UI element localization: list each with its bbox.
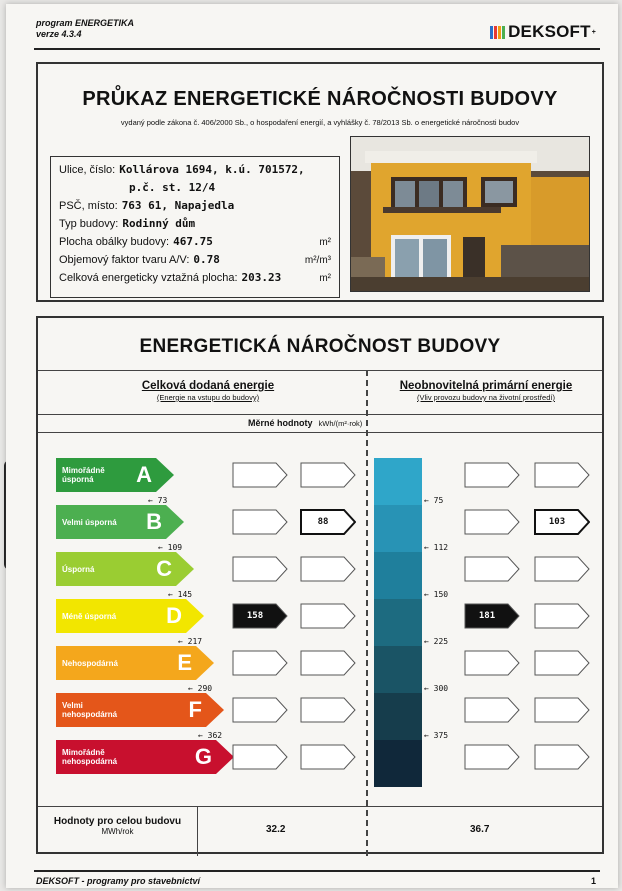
delivered-ref-box-f <box>300 697 356 723</box>
delivered-ref-box-g <box>300 744 356 770</box>
primary-ref-box-c <box>534 556 590 582</box>
energy-class-a <box>56 458 176 492</box>
psc-value: 763 61, Napajedla <box>121 199 235 212</box>
floor-value: 203.23 <box>241 271 282 284</box>
specific-unit: kWh/(m²·rok) <box>318 419 363 428</box>
class-letter: B <box>146 509 162 534</box>
delivered-ref-box-c <box>300 556 356 582</box>
energy-class-d <box>56 599 206 633</box>
primary-box-d <box>464 603 520 629</box>
street-row-2 <box>59 181 331 199</box>
class-label: Velmi nehospodárná <box>62 701 118 719</box>
right-header-title: Neobnovitelná primární energie <box>399 380 573 392</box>
certificate-subtitle: vydaný podle zákona č. 406/2000 Sb., o hospodaření energií, a vyhlášky č. 78/2013 Sb. o energetické náročnosti budov <box>120 118 520 127</box>
primary-box-g <box>464 744 520 770</box>
class-letter: A <box>136 462 152 487</box>
primary-box-f <box>464 697 520 723</box>
primary-ref-box-a <box>534 462 590 488</box>
whole-building-title: Hodnoty pro celou budovu <box>53 816 182 827</box>
specific-values-label <box>248 418 362 428</box>
page-number: 1 <box>590 876 596 886</box>
class-label: Úsporná <box>62 564 95 574</box>
factor-unit: m²/m³ <box>304 255 331 266</box>
building-info <box>50 156 340 298</box>
delivered-ref-box-b-value: 88 <box>317 517 329 527</box>
energy-class-b <box>56 505 186 539</box>
class-letter: F <box>188 697 202 722</box>
left-header-title: Celková dodaná energie <box>141 380 275 392</box>
primary-ref-box-e <box>534 650 590 676</box>
energy-class-e <box>56 646 216 680</box>
area-value: 467.75 <box>173 235 213 248</box>
primary-ref-box-b <box>534 509 590 535</box>
whole-building-unit: MWh/rok <box>101 827 134 836</box>
right-header <box>370 380 602 402</box>
factor-label: Objemový faktor tvaru A/V: <box>59 254 190 266</box>
primary-ref-box-d <box>534 603 590 629</box>
street-row <box>59 163 331 181</box>
delivered-box-c <box>232 556 288 582</box>
program-name: program ENERGETIKA <box>36 18 135 28</box>
energy-class-f <box>56 693 226 727</box>
certificate-title: PRŮKAZ ENERGETICKÉ NÁROČNOSTI BUDOVY <box>82 88 558 110</box>
parcel-value: p.č. st. 12/4 <box>129 181 216 194</box>
type-value: Rodinný dům <box>122 217 196 230</box>
program-info <box>36 18 134 40</box>
primary-threshold: ← 150 <box>424 590 449 599</box>
rating-title-rule <box>38 370 602 371</box>
class-letter: C <box>156 556 172 581</box>
footer-text: DEKSOFT - programy pro stavebnictví <box>36 876 201 886</box>
primary-box-e <box>464 650 520 676</box>
gradient-segment <box>374 458 422 505</box>
delivered-threshold: ← 73 <box>148 496 168 505</box>
gradient-segment <box>374 646 422 693</box>
type-label: Typ budovy: <box>59 218 119 230</box>
class-label: Mimořádně úsporná <box>62 466 105 484</box>
right-header-sub: (Vliv provozu budovy na životní prostředí) <box>417 393 555 402</box>
delivered-ref-box-b <box>300 509 356 535</box>
factor-row <box>59 253 331 271</box>
street-label: Ulice, číslo: <box>59 164 116 176</box>
primary-box-c <box>464 556 520 582</box>
logo-text: DEKSOFT <box>508 22 591 41</box>
floor-label: Celková energeticky vztažná plocha: <box>59 272 238 284</box>
delivered-box-b <box>232 509 288 535</box>
logo-bars-icon <box>490 26 505 39</box>
primary-threshold: ← 300 <box>424 684 449 693</box>
class-letter: G <box>194 744 212 769</box>
gradient-segment <box>374 505 422 552</box>
delivered-threshold: ← 217 <box>178 637 203 646</box>
gradient-segment <box>374 693 422 740</box>
energy-class-g <box>56 740 236 774</box>
street-value: Kollárova 1694, k.ú. 701572, <box>119 163 305 176</box>
area-label: Plocha obálky budovy: <box>59 236 170 248</box>
specific-label: Měrné hodnoty <box>248 418 313 428</box>
delivered-ref-box-e <box>300 650 356 676</box>
area-unit: m² <box>319 237 331 248</box>
primary-threshold: ← 225 <box>424 637 449 646</box>
floor-unit: m² <box>319 273 331 284</box>
class-letter: D <box>166 603 182 628</box>
delivered-threshold: ← 362 <box>198 731 223 740</box>
gradient-segment <box>374 599 422 646</box>
primary-ref-box-f <box>534 697 590 723</box>
delivered-box-a <box>232 462 288 488</box>
delivered-threshold: ← 109 <box>158 543 183 552</box>
left-header <box>98 380 318 402</box>
area-row <box>59 235 331 253</box>
page <box>6 4 618 888</box>
primary-threshold: ← 375 <box>424 731 449 740</box>
energy-class-c <box>56 552 196 586</box>
floor-row <box>59 271 331 289</box>
primary-ref-box-g <box>534 744 590 770</box>
primary-box-a <box>464 462 520 488</box>
primary-ref-box-b-value: 103 <box>548 517 566 527</box>
psc-row <box>59 199 331 217</box>
primary-threshold: ← 75 <box>424 496 444 505</box>
delivered-threshold: ← 145 <box>168 590 193 599</box>
footer-rule-page <box>34 870 600 872</box>
class-label: Mimořádně nehospodárná <box>62 748 118 766</box>
factor-value: 0.78 <box>193 253 220 266</box>
class-label: Méně úsporná <box>62 611 117 621</box>
whole-building-label <box>38 806 198 856</box>
gradient-segment <box>374 552 422 599</box>
primary-threshold: ← 112 <box>424 543 449 552</box>
delivered-threshold: ← 290 <box>188 684 213 693</box>
header-rule-2 <box>38 414 602 415</box>
delivered-box-f <box>232 697 288 723</box>
left-header-sub: (Energie na vstupu do budovy) <box>156 393 260 402</box>
deksoft-logo: DEKSOFT + <box>490 22 596 42</box>
energy-rating-box <box>36 316 604 854</box>
column-divider <box>366 370 368 856</box>
delivered-ref-box-a <box>300 462 356 488</box>
certificate-header-box <box>36 62 604 302</box>
header-rule-3 <box>38 432 602 433</box>
whole-building-delivered: 32.2 <box>266 824 286 835</box>
class-label: Nehospodárná <box>62 658 119 668</box>
house-image <box>351 137 590 292</box>
building-photo <box>350 136 590 292</box>
type-row <box>59 217 331 235</box>
primary-box-d-value: 181 <box>478 611 496 621</box>
primary-box-b <box>464 509 520 535</box>
header-rule <box>34 48 600 50</box>
psc-label: PSČ, místo: <box>59 200 118 212</box>
delivered-box-g <box>232 744 288 770</box>
class-label: Velmi úsporná <box>62 517 117 527</box>
delivered-box-d-value: 158 <box>246 611 264 621</box>
class-letter: E <box>177 650 192 675</box>
delivered-box-d <box>232 603 288 629</box>
gradient-segment <box>374 740 422 787</box>
rating-title: ENERGETICKÁ NÁROČNOST BUDOVY <box>139 336 501 357</box>
delivered-ref-box-d <box>300 603 356 629</box>
whole-building-primary: 36.7 <box>470 824 490 835</box>
program-version: verze 4.3.4 <box>36 29 82 39</box>
delivered-box-e <box>232 650 288 676</box>
